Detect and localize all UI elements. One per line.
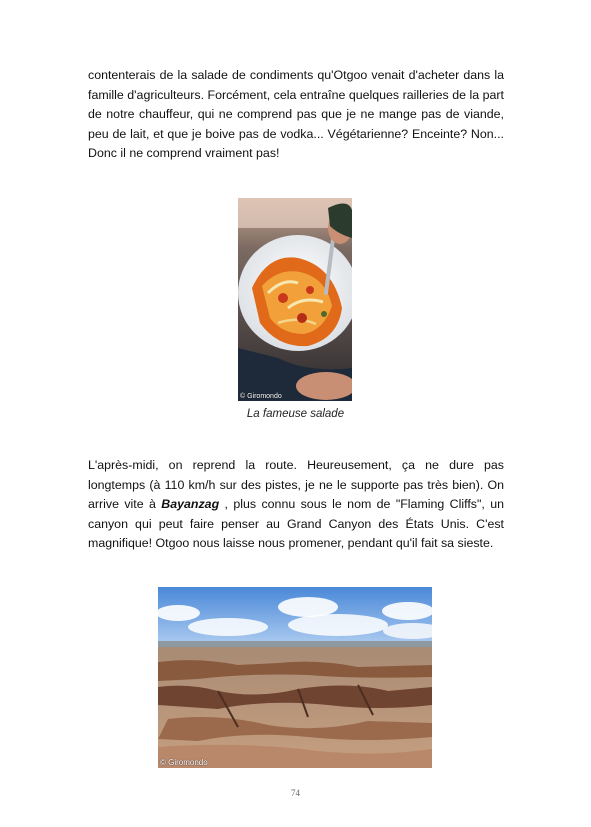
page-number: 74 [291,788,300,798]
salad-photo-image [238,198,352,401]
salad-photo [238,198,352,401]
photo-credit: © Giromondo [160,758,208,767]
paragraph-salad: contenterais de la salade de condiments qu'Otgoo venait d'acheter dans la famille d'agriculteurs. Forcément, cela entraîne quelques railleries de la part de notre chauffeur, qui ne comprend pas que je ne mange pas de viande, peu de lait, et que je boive pas de vodka... Végétarienne? Enceinte? Non... Donc il ne comprend vraiment pas! [88,68,504,161]
photo-credit: © Giromondo [240,393,282,400]
figure-caption: La fameuse salade [246,408,345,420]
paragraph-bayanzag [88,456,504,554]
place-name-bayanzag: Bayanzag [161,497,220,512]
canyon-photo-image [158,587,432,768]
paragraph-bayanzag-end: , plus connu sous le nom de "Flaming Cliffs", un canyon qui peut faire penser au Grand Canyon des États Unis. C'est magnifique! Otgoo nous laisse nous promener, pendant qu'il fait sa sieste. [88,497,504,551]
canyon-photo [158,587,432,768]
paragraph-bayanzag-start: L'après-midi, on reprend la route. Heureusement, ça ne dure pas longtemps (à 110 km/h sur des pistes, je ne le supporte pas très bien). On arrive vite à [88,458,504,512]
